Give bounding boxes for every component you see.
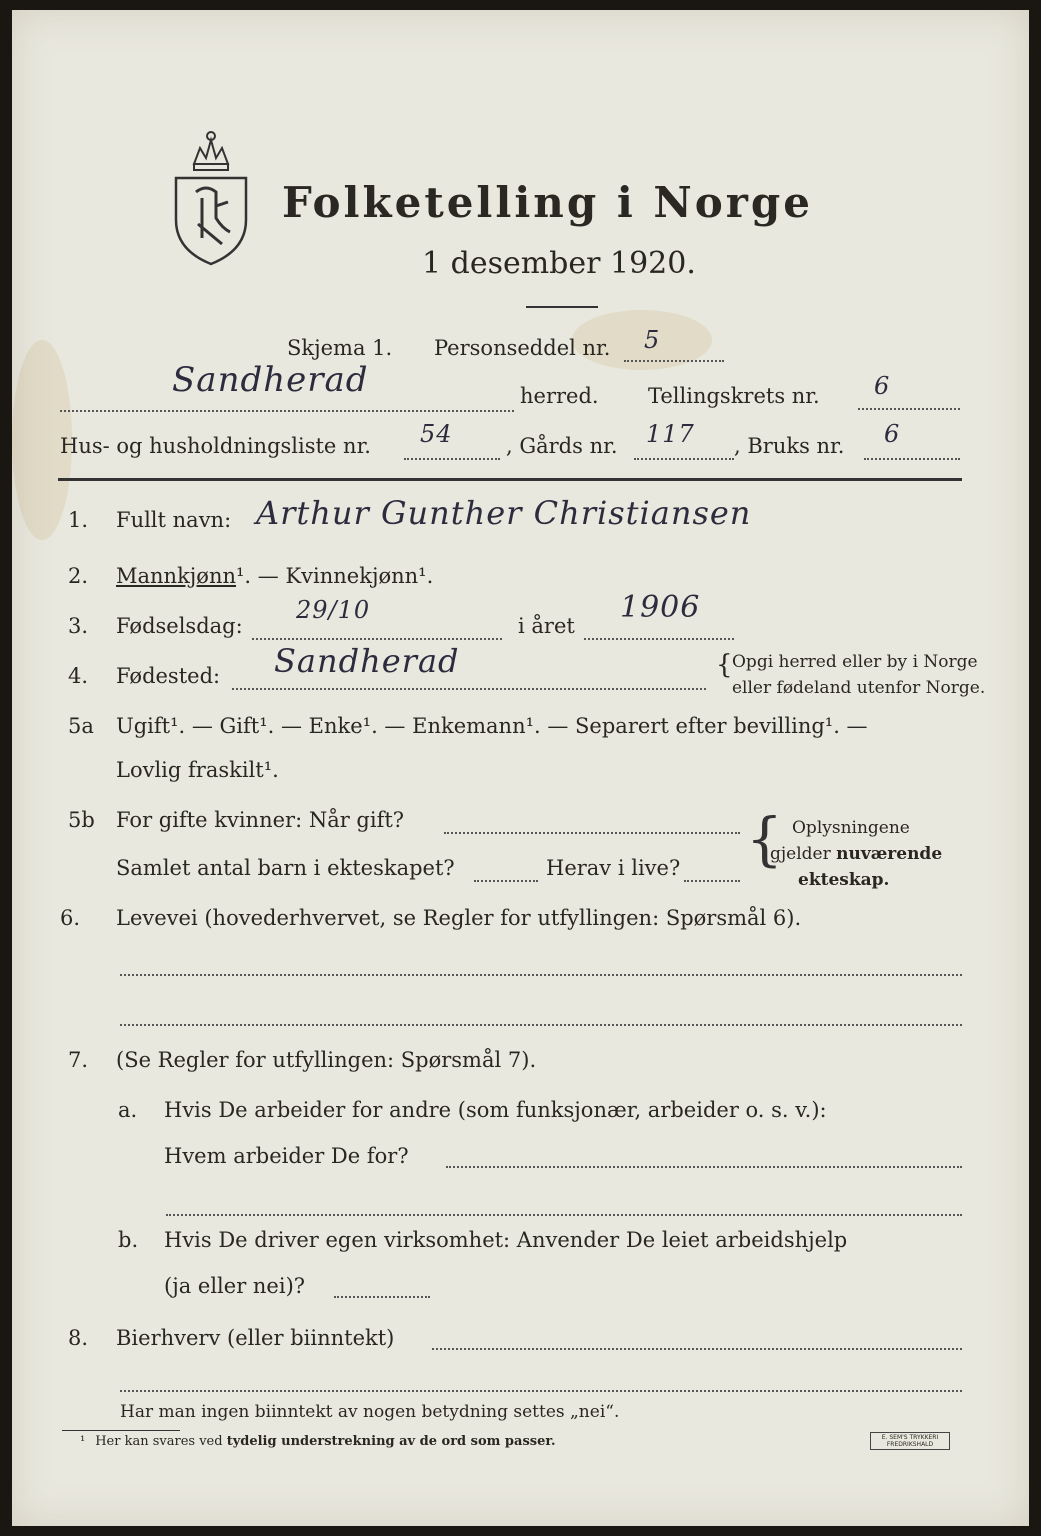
- q2-gender: [116, 564, 433, 588]
- personseddel-label: Personseddel nr.: [434, 336, 611, 360]
- q1-label: Fullt navn:: [116, 508, 232, 532]
- q3-year-line: [584, 638, 734, 640]
- q2-separator: ¹. —: [236, 564, 286, 588]
- tellingskrets-line: [858, 408, 960, 410]
- q1-full-name-value[interactable]: Arthur Gunther Christiansen: [256, 494, 752, 532]
- q5b-note-brace: {: [746, 805, 783, 873]
- q7b-question: (ja eller nei)?: [164, 1274, 306, 1298]
- hus-label: Hus- og husholdningsliste nr.: [60, 434, 371, 458]
- header-divider: [58, 478, 962, 481]
- form-title: Folketelling i Norge: [282, 178, 814, 227]
- q7a-answer-line[interactable]: [446, 1166, 962, 1168]
- q2-male-option[interactable]: Mannkjønn: [116, 564, 237, 588]
- q2-end: ¹.: [418, 564, 434, 588]
- q6-answer-line-2[interactable]: [120, 1024, 962, 1026]
- q4-label: Fødested:: [116, 664, 221, 688]
- herred-value[interactable]: Sandherad: [172, 360, 369, 400]
- tellingskrets-label: Tellingskrets nr.: [648, 384, 820, 408]
- income-note: Har man ingen biinntekt av nogen betydning settes „nei“.: [120, 1402, 620, 1422]
- q1-number: 1.: [68, 508, 89, 532]
- q3-number: 3.: [68, 614, 89, 638]
- q5b-note-current: nuværende: [836, 844, 943, 864]
- q2-female-option[interactable]: Kvinnekjønn: [285, 564, 419, 588]
- q5b-married-when: For gifte kvinner: Når gift?: [116, 808, 405, 832]
- footnote-text: Her kan svares ved: [95, 1434, 227, 1449]
- q5b-note-applies: gjelder: [770, 844, 837, 864]
- bruks-line: [864, 458, 960, 460]
- q7b-answer-line[interactable]: [334, 1296, 430, 1298]
- q4-note-line1: Opgi herred eller by i Norge: [732, 652, 978, 672]
- q7b-text: Hvis De driver egen virksomhet: Anvender De leiet arbeidshjelp: [164, 1228, 848, 1252]
- q5b-children-label: Samlet antal barn i ekteskapet?: [116, 856, 455, 880]
- q3-birthday-value[interactable]: 29/10: [296, 596, 371, 624]
- q7a-text: Hvis De arbeider for andre (som funksjonær, arbeider o. s. v.):: [164, 1098, 827, 1122]
- footnote: [80, 1434, 556, 1449]
- q3-label: Fødselsdag:: [116, 614, 243, 638]
- q5b-married-line[interactable]: [444, 832, 740, 834]
- q6-number: 6.: [60, 906, 81, 930]
- q3-year-value[interactable]: 1906: [620, 590, 701, 625]
- q7a-label: a.: [118, 1098, 138, 1122]
- q8-answer-line-2[interactable]: [120, 1390, 962, 1392]
- q5a-marital-options[interactable]: Ugift¹. — Gift¹. — Enke¹. — Enkemann¹. — Separert efter bevilling¹. —: [116, 714, 868, 738]
- q6-answer-line-1[interactable]: [120, 974, 962, 976]
- q3-birthday-line: [252, 638, 502, 640]
- q3-year-label: i året: [518, 614, 575, 638]
- norway-coat-of-arms-icon: [172, 128, 250, 268]
- q4-number: 4.: [68, 664, 89, 688]
- hus-line: [404, 458, 500, 460]
- q5b-alive-line[interactable]: [684, 880, 740, 882]
- q5b-note-line3: ekteskap.: [798, 870, 890, 890]
- gards-line: [634, 458, 734, 460]
- herred-label: herred.: [520, 384, 599, 408]
- title-divider: [526, 306, 598, 308]
- personseddel-line: [624, 360, 724, 362]
- hus-value[interactable]: 54: [420, 420, 453, 448]
- q5a-divorced-option[interactable]: Lovlig fraskilt¹.: [116, 758, 279, 782]
- footnote-divider: [62, 1430, 180, 1431]
- q5b-number: 5b: [68, 808, 95, 832]
- census-form: [12, 10, 1029, 1526]
- q7-label: (Se Regler for utfyllingen: Spørsmål 7).: [116, 1048, 537, 1072]
- q7b-label: b.: [118, 1228, 139, 1252]
- q4-note-line2: eller fødeland utenfor Norge.: [732, 678, 986, 698]
- bruks-label: , Bruks nr.: [734, 434, 845, 458]
- bruks-value[interactable]: 6: [884, 420, 901, 448]
- q7a-answer-line-2[interactable]: [166, 1214, 962, 1216]
- q6-occupation-label: Levevei (hovederhvervet, se Regler for utfyllingen: Spørsmål 6).: [116, 906, 802, 930]
- q5b-note-line2: [770, 844, 942, 864]
- personseddel-value[interactable]: 5: [644, 326, 661, 354]
- q5b-alive-label: Herav i live?: [546, 856, 681, 880]
- footnote-mark: ¹: [80, 1434, 86, 1449]
- q8-label: Bierhverv (eller biinntekt): [116, 1326, 395, 1350]
- q4-birthplace-value[interactable]: Sandherad: [274, 642, 460, 680]
- q2-number: 2.: [68, 564, 89, 588]
- gards-value[interactable]: 117: [646, 420, 695, 448]
- q4-note-brace: {: [716, 650, 733, 680]
- tellingskrets-value[interactable]: 6: [874, 372, 891, 400]
- gards-label: , Gårds nr.: [506, 434, 618, 458]
- q8-answer-line[interactable]: [432, 1348, 962, 1350]
- q8-number: 8.: [68, 1326, 89, 1350]
- q5a-number: 5a: [68, 714, 94, 738]
- q4-birthplace-line: [232, 688, 706, 690]
- q7a-question: Hvem arbeider De for?: [164, 1144, 409, 1168]
- skjema-label: Skjema 1.: [287, 336, 393, 360]
- census-date: 1 desember 1920.: [422, 246, 696, 281]
- q5b-children-line[interactable]: [474, 880, 538, 882]
- printer-stamp: E. SEM'S TRYKKERI FREDRIKSHALD: [870, 1432, 950, 1450]
- q5b-note-line1: Oplysningene: [792, 818, 910, 838]
- herred-line: [60, 410, 514, 412]
- footnote-emphasis: tydelig understrekning av de ord som passer.: [226, 1434, 556, 1449]
- q7-number: 7.: [68, 1048, 89, 1072]
